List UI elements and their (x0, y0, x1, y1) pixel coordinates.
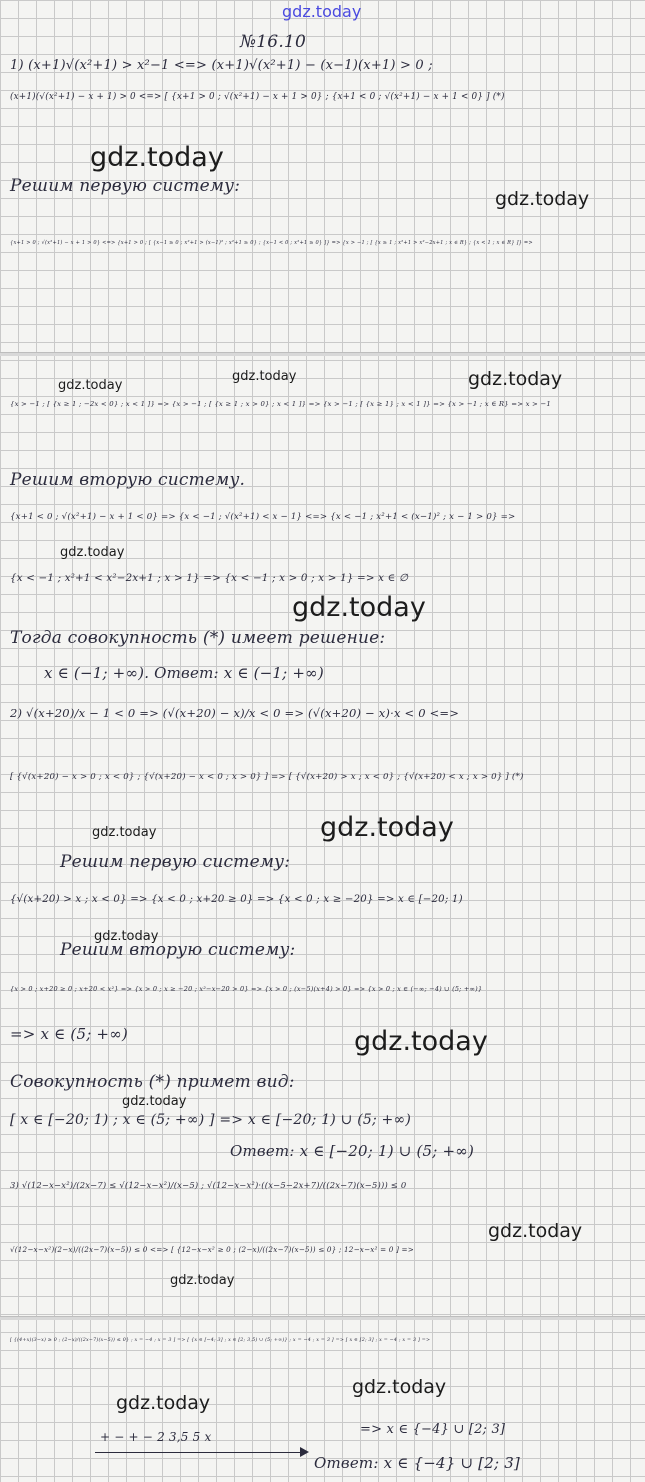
solution-line-2: (x+1)(√(x²+1) − x + 1) > 0 <=> [ {x+1 > 0 ; √(x²+1) − x + 1 > 0} ; {x+1 < 0 ; √(x²+1) − x + 1 < 0} ] (*) (10, 92, 505, 102)
solution-line-10: {x > 0 ; x+20 ≥ 0 ; x+20 < x²} => {x > 0 ; x ≥ −20 ; x²−x−20 > 0} => {x > 0 ; (x−5)(x+4) > 0} => {x > 0 ; x ∈ (−∞; −4) ∪ (5; +∞)} (10, 985, 483, 993)
solution-heading-5: Решим вторую систему: (60, 940, 296, 960)
solution-heading-3: Тогда совокупность (*) имеет решение: (10, 628, 386, 648)
page-divider-1 (0, 352, 645, 356)
solution-line-6: {x < −1 ; x²+1 < x²−2x+1 ; x > 1} => {x < −1 ; x > 0 ; x > 1} => x ∈ ∅ (10, 572, 409, 584)
page-divider-2 (0, 1316, 645, 1320)
solution-line-15: [ {(4+x)(3−x) ≥ 0 ; (2−x)/((2x−7)(x−5)) ≤ 0} ; x = −4 ; x = 3 ] => [ {x ∈ [−4; 3] ; x ∈ [2; 3,5) ∪ (5; +∞)} ; x = −4 ; x = 3 ] => [ x ∈ [2; 3] ; x = −4 ; x = 3 ] => (10, 1338, 431, 1343)
watermark-top: gdz.today (282, 2, 362, 21)
watermark: gdz.today (92, 825, 157, 840)
watermark: gdz.today (116, 1392, 211, 1414)
number-line-arrow (300, 1447, 309, 1457)
watermark: gdz.today (94, 929, 159, 944)
solution-heading-4: Решим первую систему: (60, 852, 291, 872)
solution-line-9: {√(x+20) > x ; x < 0} => {x < 0 ; x+20 ≥ 0} => {x < 0 ; x ≥ −20} => x ∈ [−20; 1) (10, 894, 463, 905)
problem-number: №16.10 (240, 32, 306, 52)
watermark: gdz.today (354, 1026, 488, 1057)
solution-heading-1: Решим первую систему: (10, 176, 241, 196)
watermark: gdz.today (488, 1220, 583, 1242)
number-line-labels: + − + − 2 3,5 5 x (100, 1430, 212, 1444)
solution-line-8: [ {√(x+20) − x > 0 ; x < 0} ; {√(x+20) − x < 0 ; x > 0} ] => [ {√(x+20) > x ; x < 0} ; {√(x+20) < x ; x > 0} ] (*) (10, 772, 524, 782)
solution-line-13: 3) √(12−x−x²)/(2x−7) ≤ √(12−x−x²)/(x−5) ; √(12−x−x²)·((x−5−2x+7)/((2x−7)(x−5))) ≤ 0 (10, 1180, 407, 1190)
solution-line-4: {x > −1 ; [ {x ≥ 1 ; −2x < 0} ; x < 1 ]} => {x > −1 ; [ {x ≥ 1 ; x > 0} ; x < 1 ]} => {x > −1 ; [ {x ≥ 1} ; x < 1 ]} => {x > −1 ; x ∈ R} => x > −1 (10, 400, 551, 408)
watermark: gdz.today (60, 545, 125, 560)
watermark: gdz.today (170, 1273, 235, 1288)
watermark: gdz.today (352, 1376, 447, 1398)
watermark: gdz.today (495, 188, 590, 210)
watermark: gdz.today (122, 1094, 187, 1109)
solution-line-3: {x+1 > 0 ; √(x²+1) − x + 1 > 0} <=> {x+1 > 0 ; [ {x−1 ≥ 0 ; x²+1 > (x−1)² ; x²+1 ≥ 0} ; {x−1 < 0 ; x²+1 ≥ 0} ]} => {x > −1 ; [ {x ≥ 1 ; x²+1 > x²−2x+1 ; x ∈ R} ; {x < 1 ; x ∈ R} ]} => (10, 240, 533, 246)
watermark: gdz.today (58, 378, 123, 393)
solution-line-5: {x+1 < 0 ; √(x²+1) − x + 1 < 0} => {x < −1 ; √(x²+1) < x − 1} <=> {x < −1 ; x²+1 < (x−1)² ; x − 1 > 0} => (10, 512, 516, 522)
answer-3: Ответ: x ∈ {−4} ∪ [2; 3] (314, 1454, 520, 1472)
solution-heading-2: Решим вторую систему. (10, 470, 246, 490)
answer-1: x ∈ (−1; +∞). Ответ: x ∈ (−1; +∞) (44, 664, 324, 682)
watermark: gdz.today (292, 592, 426, 623)
watermark: gdz.today (320, 812, 454, 843)
watermark: gdz.today (468, 368, 563, 390)
number-line (95, 1452, 305, 1453)
answer-2: Ответ: x ∈ [−20; 1) ∪ (5; +∞) (230, 1142, 475, 1160)
solution-line-11: => x ∈ (5; +∞) (10, 1025, 128, 1043)
solution-line-16: => x ∈ {−4} ∪ [2; 3] (360, 1422, 506, 1437)
solution-line-7: 2) √(x+20)/x − 1 < 0 => (√(x+20) − x)/x < 0 => (√(x+20) − x)·x < 0 <=> (10, 706, 460, 720)
watermark: gdz.today (90, 142, 224, 173)
solution-line-14: √(12−x−x²)(2−x)/((2x−7)(x−5)) ≤ 0 <=> [ {12−x−x² ≥ 0 ; (2−x)/((2x−7)(x−5)) ≤ 0} ; 12−x−x² = 0 ] => (10, 1245, 415, 1254)
solution-line-12: [ x ∈ [−20; 1) ; x ∈ (5; +∞) ] => x ∈ [−20; 1) ∪ (5; +∞) (10, 1112, 411, 1128)
solution-heading-6: Совокупность (*) примет вид: (10, 1072, 295, 1092)
watermark: gdz.today (232, 369, 297, 384)
solution-line-1: 1) (x+1)√(x²+1) > x²−1 <=> (x+1)√(x²+1) − (x−1)(x+1) > 0 ; (10, 58, 433, 73)
